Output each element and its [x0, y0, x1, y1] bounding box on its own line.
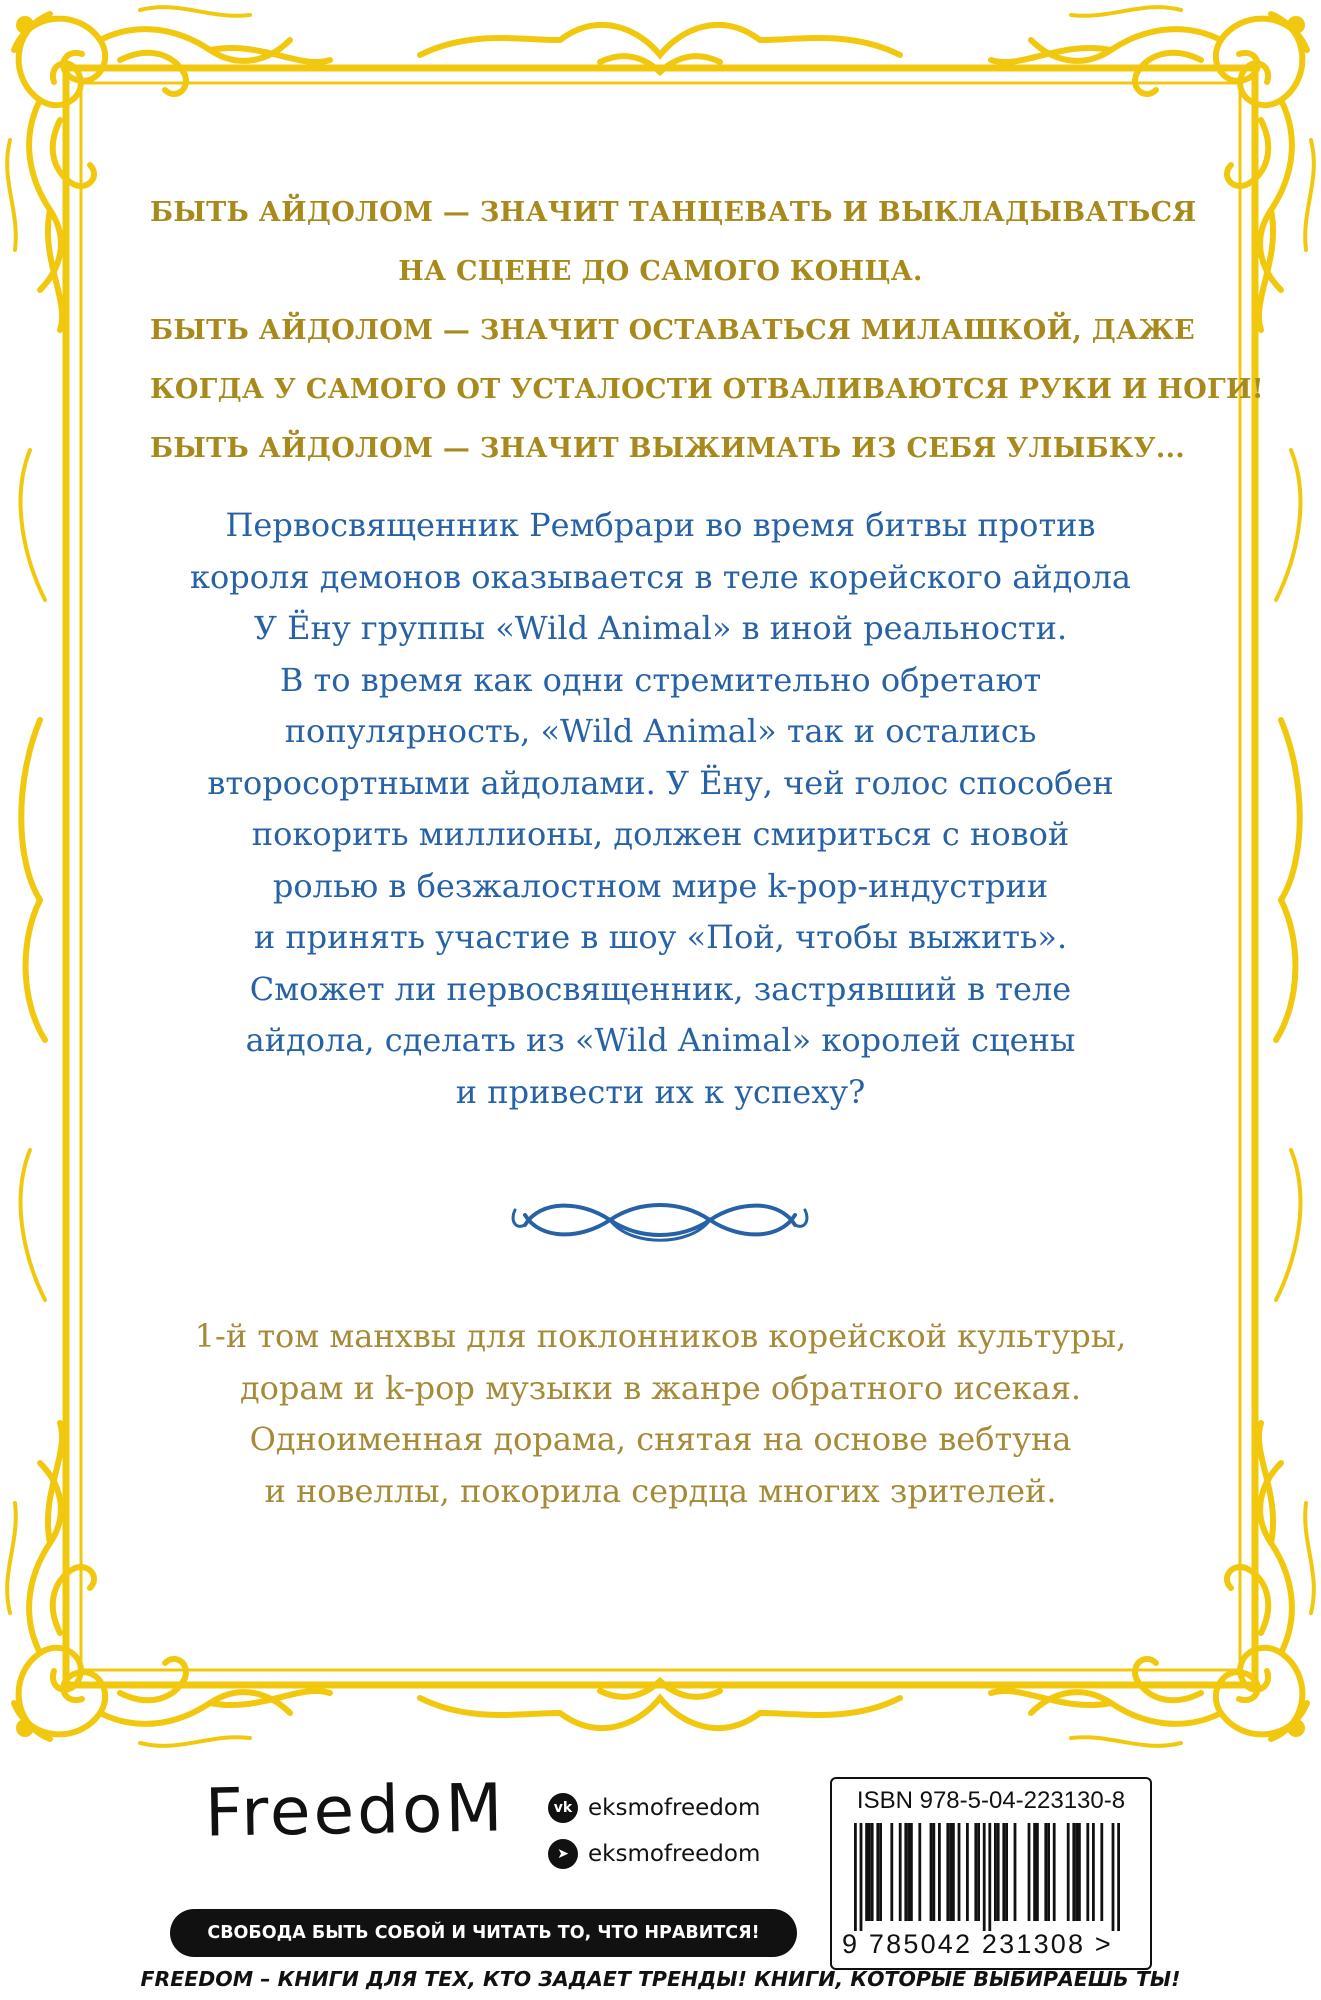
barcode-digits: 9 785042 231308 > [842, 1929, 1113, 1959]
tagline-line: БЫТЬ АЙДОЛОМ — ЗНАЧИТ ОСТАВАТЬСЯ МИЛАШКОЙ, ДАЖЕ [150, 315, 1195, 346]
barcode-bar [918, 1823, 921, 1921]
barcode-bar [879, 1823, 882, 1921]
telegram-icon: ➤ [548, 1839, 578, 1869]
barcode-bar [1002, 1823, 1005, 1921]
synopsis-line: покорить миллионы, должен смириться с новой [251, 815, 1070, 853]
barcode-bar [1005, 1823, 1008, 1921]
synopsis-line: Первосвященник Рембрари во время битвы против [225, 506, 1096, 544]
promo-line: и новеллы, покорила сердца многих зрителей. [264, 1471, 1057, 1510]
barcode-bar [1047, 1823, 1050, 1921]
publisher-logo: FreedoM [204, 1769, 506, 1852]
barcode-bar [1028, 1823, 1031, 1921]
barcode-bar [1036, 1823, 1039, 1921]
barcode-bar [988, 1823, 991, 1931]
barcode-bar [958, 1823, 961, 1921]
barcode-bar [983, 1823, 986, 1931]
divider-ornament [510, 1185, 810, 1255]
barcode-bar [1033, 1823, 1036, 1921]
publisher-tagline: FREEDOM – КНИГИ ДЛЯ ТЕХ, КТО ЗАДАЕТ ТРЕНДЫ! КНИГИ, КОТОРЫЕ ВЫБИРАЕШЬ ТЫ! [140, 1967, 1181, 1991]
barcode-bar [1112, 1823, 1115, 1931]
social-handle: eksmofreedom [588, 1841, 761, 1867]
synopsis-line: короля демонов оказывается в теле корейского айдола [189, 557, 1131, 596]
barcode-bar [1078, 1823, 1081, 1921]
tagline-line: НА СЦЕНЕ ДО САМОГО КОНЦА. [398, 256, 923, 287]
synopsis-line: популярность, «Wild Animal» так и остались [284, 712, 1037, 750]
barcode-bar [949, 1823, 952, 1921]
barcode-bar [899, 1823, 902, 1921]
tagline-line: БЫТЬ АЙДОЛОМ — ЗНАЧИТ ТАНЦЕВАТЬ И ВЫКЛАДЫВАТЬСЯ [150, 197, 1197, 228]
barcode-bar [865, 1823, 868, 1921]
isbn-barcode-box [830, 1777, 1152, 1970]
barcode-bar [1014, 1823, 1017, 1921]
barcode-bar [977, 1823, 980, 1921]
barcode-bar [1100, 1823, 1103, 1921]
promo-line: 1-й том манхвы для поклонников корейской культуры, [194, 1317, 1127, 1355]
synopsis-line: Сможет ли первосвященник, застрявший в теле [249, 969, 1072, 1008]
synopsis-line: айдола, сделать из «Wild Animal» королей сцены [245, 1021, 1076, 1059]
barcode-bar [997, 1823, 1000, 1921]
social-telegram[interactable] [548, 1839, 760, 1869]
barcode-bar [876, 1823, 879, 1921]
barcode-bar [1072, 1823, 1075, 1921]
promo-line: дорам и k-pop музыки в жанре обратного исекая. [239, 1368, 1082, 1407]
barcode-bar [860, 1823, 863, 1931]
tagline-line: КОГДА У САМОГО ОТ УСТАЛОСТИ ОТВАЛИВАЮТСЯ РУКИ И НОГИ! [150, 374, 1264, 405]
barcode-bar [890, 1823, 893, 1921]
barcode [844, 1823, 1139, 1933]
barcode-bar [1086, 1823, 1089, 1921]
barcode-bar [907, 1823, 910, 1921]
synopsis-line: У Ёну группы «Wild Animal» в иной реальности. [253, 609, 1068, 647]
isbn-label: ISBN 978-5-04-223130-8 [856, 1787, 1126, 1814]
barcode-bar [938, 1823, 941, 1921]
barcode-bar [1092, 1823, 1095, 1921]
synopsis-line: ролью в безжалостном мире k-pop-индустрии [272, 866, 1049, 905]
promo-block [150, 1311, 1171, 1517]
tagline-block [150, 183, 1264, 478]
synopsis-line: и принять участие в шоу «Пой, чтобы выжить». [253, 918, 1068, 956]
barcode-bar [1044, 1823, 1047, 1921]
barcode-bar [994, 1823, 997, 1921]
barcode-bar [871, 1823, 874, 1921]
barcode-bar [966, 1823, 969, 1921]
synopsis-line: второсортными айдолами. У Ёну, чей голос способен [207, 763, 1114, 802]
barcode-bar [1075, 1823, 1078, 1921]
barcode-bar [1067, 1823, 1070, 1921]
barcode-bar [1053, 1823, 1056, 1921]
barcode-bar [904, 1823, 907, 1921]
vk-icon: vk [548, 1793, 578, 1823]
publisher-slogan: СВОБОДА БЫТЬ СОБОЙ И ЧИТАТЬ ТО, ЧТО НРАВИТСЯ! [170, 1909, 797, 1957]
barcode-bar [946, 1823, 949, 1921]
barcode-bar [1117, 1823, 1120, 1931]
barcode-bar [868, 1823, 871, 1921]
barcode-bar [932, 1823, 935, 1921]
barcode-bar [930, 1823, 933, 1921]
barcode-bar [910, 1823, 913, 1921]
barcode-bar [974, 1823, 977, 1921]
promo-line: Одноименная дорама, снятая на основе вебтуна [249, 1420, 1072, 1458]
synopsis-block [150, 500, 1171, 1118]
social-handle: eksmofreedom [588, 1795, 761, 1821]
barcode-bar [854, 1823, 857, 1931]
barcode-bar [952, 1823, 955, 1921]
synopsis-line: и привести их к успеху? [455, 1072, 866, 1111]
tagline-line: БЫТЬ АЙДОЛОМ — ЗНАЧИТ ВЫЖИМАТЬ ИЗ СЕБЯ УЛЫБКУ... [150, 433, 1185, 464]
social-vk[interactable] [548, 1793, 760, 1823]
synopsis-line: В то время как одни стремительно обретают [279, 660, 1042, 699]
